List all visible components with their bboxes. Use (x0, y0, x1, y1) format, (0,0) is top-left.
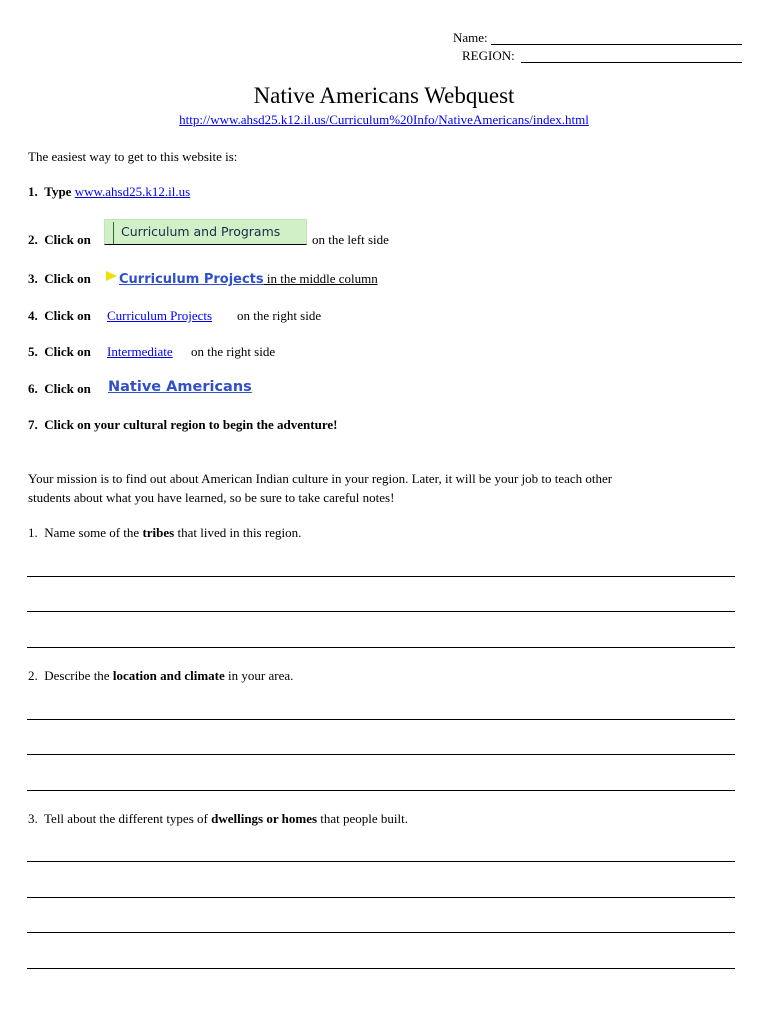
intermediate-link[interactable]: Intermediate (107, 344, 173, 359)
step-5-after: on the right side (191, 344, 276, 359)
region-label: REGION: (462, 48, 515, 63)
step-1 (28, 184, 190, 200)
step-verb: Click on (44, 381, 91, 396)
question-1 (28, 525, 301, 541)
curriculum-and-programs-label: Curriculum and Programs (121, 224, 281, 239)
question-keyword: location and climate (112, 668, 225, 683)
step-number: 5. (28, 344, 38, 359)
page-title: Native Americans Webquest (253, 83, 515, 108)
step-5 (28, 344, 91, 360)
step-number: 2. (28, 232, 38, 247)
question-text-end: that lived in this region. (174, 525, 302, 540)
step-number: 1. (28, 184, 38, 199)
step-verb: Click on (44, 232, 91, 247)
question-text-end: in your area. (224, 668, 294, 683)
step-3 (28, 271, 91, 287)
step-3-after: in the middle column (263, 271, 378, 286)
question-text: Describe the (44, 668, 113, 683)
question-keyword: tribes (142, 525, 175, 540)
mission-line-2: students about what you have learned, so be sure to take careful notes! (28, 490, 395, 505)
step-number: 4. (28, 308, 38, 323)
step-number: 7. (28, 417, 38, 432)
answer-line[interactable] (27, 611, 735, 612)
region-field[interactable] (521, 48, 742, 63)
step-number: 6. (28, 381, 38, 396)
answer-line[interactable] (27, 647, 735, 648)
button-divider (113, 222, 114, 244)
step-7 (28, 417, 337, 433)
question-number: 2. (28, 668, 38, 683)
step-7-text: Click on your cultural region to begin the adventure! (44, 417, 338, 432)
step-4 (28, 308, 91, 324)
name-label: Name: (453, 30, 488, 45)
step-verb: Click on (44, 271, 91, 286)
step-verb: Click on (44, 344, 91, 359)
answer-line[interactable] (27, 576, 735, 577)
answer-line[interactable] (27, 932, 735, 933)
curriculum-and-programs-button[interactable] (104, 219, 307, 245)
curriculum-projects-right-link[interactable]: Curriculum Projects (107, 308, 213, 323)
answer-line[interactable] (27, 719, 735, 720)
question-2 (28, 668, 293, 684)
arrow-bullet-icon (106, 271, 117, 281)
step-2 (28, 232, 91, 248)
webquest-url-link[interactable]: http://www.ahsd25.k12.il.us/Curriculum%20Info/NativeAmericans/index.html (179, 112, 589, 127)
curriculum-projects-middle-link[interactable]: Curriculum Projects (119, 272, 264, 287)
step-verb: Click on (44, 308, 91, 323)
question-number: 1. (28, 525, 38, 540)
intro-text: The easiest way to get to this website is: (28, 149, 238, 164)
step-4-after: on the right side (237, 308, 322, 323)
question-3 (28, 811, 408, 827)
question-text-end: that people built. (317, 811, 409, 826)
question-text: Name some of the (44, 525, 143, 540)
step-6 (28, 381, 91, 397)
answer-line[interactable] (27, 754, 735, 755)
name-field[interactable] (491, 30, 742, 45)
answer-line[interactable] (27, 790, 735, 791)
answer-line[interactable] (27, 897, 735, 898)
ahsd-home-link[interactable]: www.ahsd25.k12.il.us (74, 184, 191, 199)
step-2-after: on the left side (312, 232, 389, 247)
question-keyword: dwellings or homes (211, 811, 318, 826)
step-verb: Type (44, 184, 72, 199)
answer-line[interactable] (27, 968, 735, 969)
mission-line-1: Your mission is to find out about American Indian culture in your region. Later, it will be your job to teach other (28, 471, 613, 486)
answer-line[interactable] (27, 861, 735, 862)
native-americans-link[interactable]: Native Americans (108, 379, 252, 395)
step-number: 3. (28, 271, 38, 286)
question-number: 3. (28, 811, 38, 826)
question-text: Tell about the different types of (44, 811, 212, 826)
